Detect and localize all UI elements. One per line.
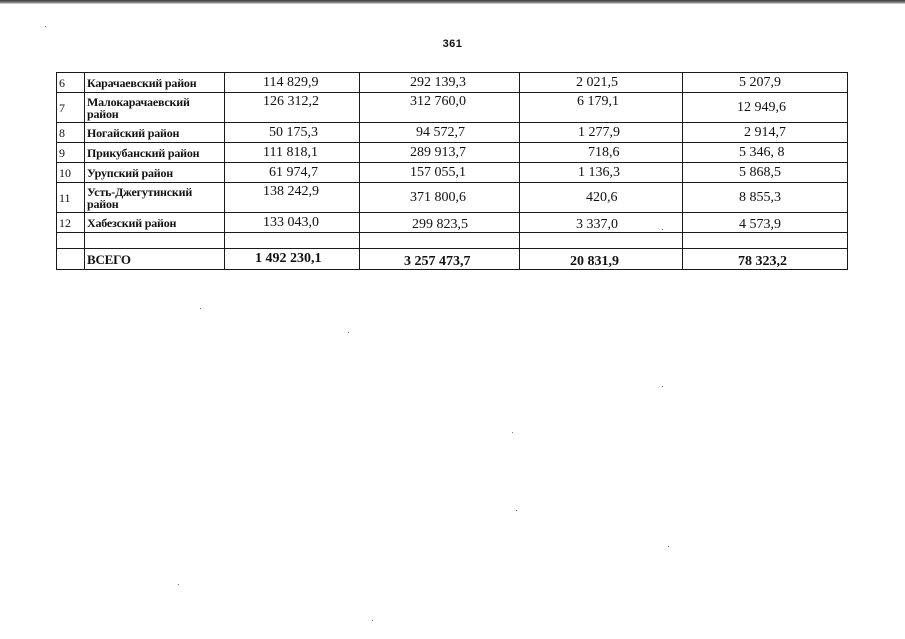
page-number: 361 — [442, 38, 463, 50]
table-row — [57, 143, 848, 163]
value-cell: 289 913,7 — [360, 143, 520, 163]
district-name: Ногайский район — [85, 123, 225, 143]
value-cell: 5 207,9 — [683, 73, 848, 93]
value-cell: 312 760,0 — [360, 93, 520, 123]
scan-speck — [512, 432, 513, 433]
value-cell: 6 179,1 — [520, 93, 683, 123]
table-row — [57, 163, 848, 183]
empty-cell — [520, 233, 683, 249]
value-cell: 126 312,2 — [225, 93, 360, 123]
total-value: 1 492 230,1 — [225, 249, 360, 270]
district-name: Малокарачаевский район — [85, 93, 225, 123]
scan-speck — [662, 229, 663, 230]
total-label: ВСЕГО — [85, 249, 225, 270]
scan-top-edge — [0, 0, 905, 4]
table-row — [57, 183, 848, 213]
value-cell: 61 974,7 — [225, 163, 360, 183]
value-cell: 718,6 — [520, 143, 683, 163]
value-cell: 111 818,1 — [225, 143, 360, 163]
scan-speck — [200, 308, 201, 309]
value-cell: 94 572,7 — [360, 123, 520, 143]
value-cell: 138 242,9 — [225, 183, 360, 213]
value-cell: 157 055,1 — [360, 163, 520, 183]
scan-speck — [516, 510, 517, 511]
value-cell: 4 573,9 — [683, 213, 848, 233]
value-cell: 133 043,0 — [225, 213, 360, 233]
total-value: 3 257 473,7 — [360, 249, 520, 270]
row-number: 6 — [57, 73, 85, 93]
scan-speck — [668, 546, 669, 547]
value-cell: 114 829,9 — [225, 73, 360, 93]
district-name: Урупский район — [85, 163, 225, 183]
value-cell: 371 800,6 — [360, 183, 520, 213]
district-name: Карачаевский район — [85, 73, 225, 93]
district-name: Прикубанский район — [85, 143, 225, 163]
empty-cell — [360, 233, 520, 249]
value-cell: 5 868,5 — [683, 163, 848, 183]
row-number: 11 — [57, 183, 85, 213]
table-row — [57, 93, 848, 123]
value-cell: 5 346, 8 — [683, 143, 848, 163]
table-row — [57, 73, 848, 93]
scan-speck — [662, 386, 663, 387]
row-number: 12 — [57, 213, 85, 233]
value-cell: 50 175,3 — [225, 123, 360, 143]
total-row — [57, 249, 848, 270]
total-value: 78 323,2 — [683, 249, 848, 270]
table-row — [57, 213, 848, 233]
empty-cell — [683, 233, 848, 249]
value-cell: 299 823,5 — [360, 213, 520, 233]
empty-row — [57, 233, 848, 249]
scan-speck — [178, 584, 179, 585]
row-number: 8 — [57, 123, 85, 143]
row-number: 10 — [57, 163, 85, 183]
scan-speck — [45, 26, 46, 27]
value-cell: 2 021,5 — [520, 73, 683, 93]
value-cell: 12 949,6 — [683, 93, 848, 123]
empty-cell — [85, 233, 225, 249]
budget-table — [56, 72, 848, 270]
row-number: 7 — [57, 93, 85, 123]
total-value: 20 831,9 — [520, 249, 683, 270]
empty-cell — [225, 233, 360, 249]
value-cell: 1 136,3 — [520, 163, 683, 183]
value-cell: 420,6 — [520, 183, 683, 213]
district-name: Хабезский район — [85, 213, 225, 233]
value-cell: 3 337,0 — [520, 213, 683, 233]
scan-speck — [348, 332, 349, 333]
value-cell: 1 277,9 — [520, 123, 683, 143]
empty-cell — [57, 233, 85, 249]
row-number: 9 — [57, 143, 85, 163]
district-name: Усть-Джегутинский район — [85, 183, 225, 213]
value-cell: 8 855,3 — [683, 183, 848, 213]
scan-speck — [372, 620, 373, 621]
empty-cell — [57, 249, 85, 270]
value-cell: 2 914,7 — [683, 123, 848, 143]
table-row — [57, 123, 848, 143]
value-cell: 292 139,3 — [360, 73, 520, 93]
